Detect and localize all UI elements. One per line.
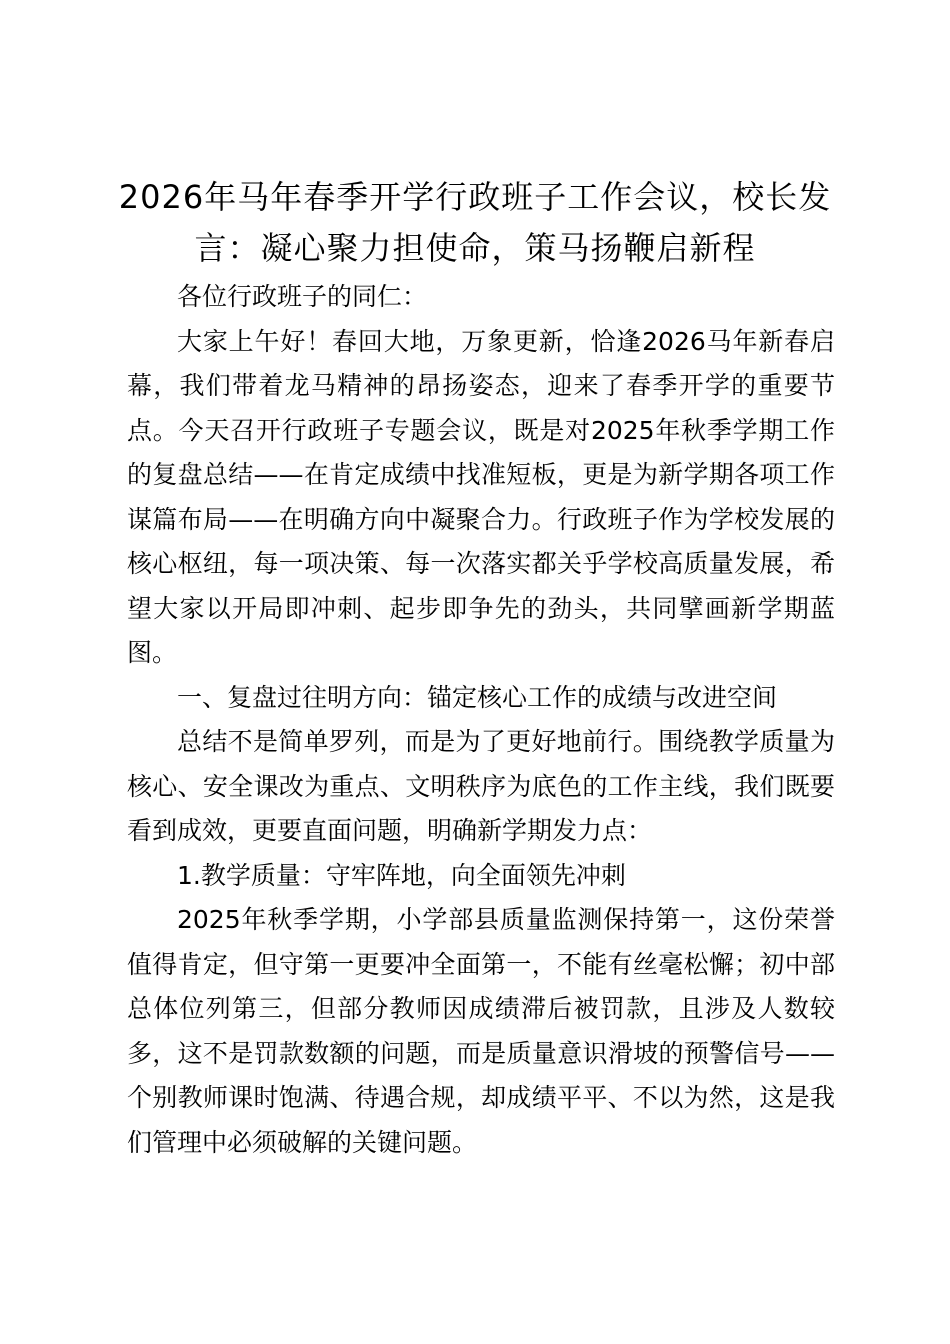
document-body [127,275,835,1165]
opening-paragraph: 大家上午好！春回大地，万象更新，恰逢2026马年新春启幕，我们带着龙马精神的昂扬姿态，迎来了春季开学的重要节点。今天召开行政班子专题会议，既是对2025年秋季学期工作的复盘总结——在肯定成绩中找准短板，更是为新学期各项工作谋篇布局——在明确方向中凝聚合力。行政班子作为学校发展的核心枢纽，每一项决策、每一次落实都关乎学校高质量发展，希望大家以开局即冲刺、起步即争先的劲头，共同擘画新学期蓝图。 [127,326,835,667]
section-heading-1: 一、复盘过往明方向：锚定核心工作的成绩与改进空间 [177,682,778,712]
subsection-heading-1: 1.教学质量：守牢阵地，向全面领先冲刺 [177,860,626,890]
section-intro-paragraph: 总结不是简单罗列，而是为了更好地前行。围绕教学质量为核心、安全课改为重点、文明秩序为底色的工作主线，我们既要看到成效，更要直面问题，明确新学期发力点： [127,727,835,845]
document-title: 2026年马年春季开学行政班子工作会议，校长发言：凝心聚力担使命，策马扬鞭启新程 [118,178,832,267]
teaching-quality-paragraph: 2025年秋季学期，小学部县质量监测保持第一，这份荣誉值得肯定，但守第一更要冲全面第一，不能有丝毫松懈；初中部总体位列第三，但部分教师因成绩滞后被罚款，且涉及人数较多，这不是罚款数额的问题，而是质量意识滑坡的预警信号——个别教师课时饱满、待遇合规，却成绩平平、不以为然，这是我们管理中必须破解的关键问题。 [127,905,835,1157]
salutation-paragraph: 各位行政班子的同仁： [177,282,428,311]
